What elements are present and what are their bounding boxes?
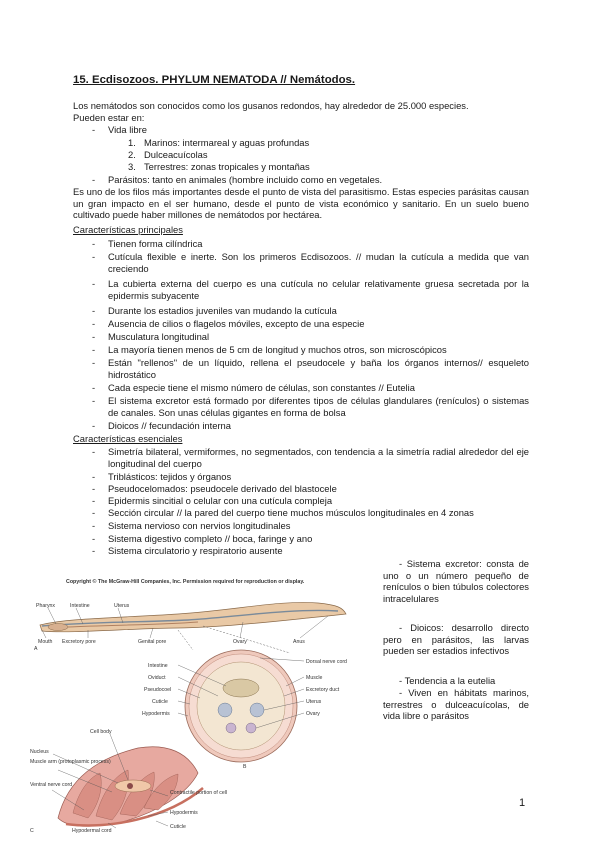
esencial-item: Epidermis sincitial o celular con una cutícula compleja [108, 495, 333, 506]
label-cell-body: Cell body [90, 729, 112, 735]
label-anus: Anus [293, 639, 305, 645]
bullet-dash: - [92, 251, 96, 262]
esencial-item: Sección circular // la pared del cuerpo tiene muchos músculos longitudinales en 4 zonas [108, 507, 474, 518]
side-item-eutelia [399, 675, 495, 687]
label-ovary: Ovary [233, 639, 247, 645]
side-item-excretor [383, 558, 529, 604]
label-excretory-pore: Excretory pore [62, 639, 96, 645]
intro-line-2: Pueden estar en: [73, 112, 145, 123]
label-hypodermis-c: Hypodermis [170, 810, 198, 816]
principal-item: Están "rellenos" de un líquido, rellena el pseudocele y baña los órganos internos// esqueleto hidrostático [108, 357, 529, 380]
label-ovary-b: Ovary [306, 711, 320, 717]
label-cuticle-b: Cuticle [152, 699, 168, 705]
figure-part-c [30, 729, 227, 834]
bullet-dash: - [92, 318, 96, 329]
principal-item: La mayoría tienen menos de 5 cm de longitud y muchos otros, son microscópicos [108, 344, 447, 355]
label-intestine: Intestine [70, 603, 90, 609]
esencial-item: Pseudocelomados: pseudocele derivado del blastocele [108, 483, 337, 494]
esencial-item: Simetría bilateral, vermiformes, no segmentados, con tendencia a la simetría radial alrededor del eje longitudinal del cuerpo [108, 446, 529, 469]
label-nucleus: Nucleus [30, 749, 49, 755]
bullet-dash: - [399, 675, 405, 686]
zoom-connector [203, 626, 290, 653]
side-item-habitats [383, 687, 529, 722]
label-ventral-nerve-cord: Ventral nerve cord [30, 782, 73, 788]
label-dorsal-nerve-cord: Dorsal nerve cord [306, 659, 347, 665]
bullet-dash: - [92, 545, 96, 556]
label-muscle-arm: Muscle arm (protoplasmic process) [30, 759, 111, 765]
esencial-item: Sistema digestivo completo // boca, faringe y ano [108, 533, 313, 544]
intro-line-1: Los nemátodos son conocidos como los gusanos redondos, hay alrededor de 25.000 especies. [73, 100, 469, 111]
principal-item: Dioicos // fecundación interna [108, 420, 231, 431]
ovary-section [246, 723, 256, 733]
ovary-section [226, 723, 236, 733]
uterus-section [250, 703, 264, 717]
letter-c: C [30, 828, 34, 834]
principal-item: Durante los estadios juveniles van mudando la cutícula [108, 305, 337, 316]
side-item-text: Tendencia a la eutelia [404, 675, 496, 686]
bullet-dash: - [92, 382, 96, 393]
letter-a: A [34, 646, 38, 652]
uterus-section [218, 703, 232, 717]
principal-item: Ausencia de cilios o flagelos móviles, excepto de una especie [108, 318, 365, 329]
bullet-dash: - [92, 483, 96, 494]
bullet-dash: - [92, 471, 96, 482]
nematode-anatomy-figure [28, 578, 368, 836]
label-oviduct: Oviduct [148, 675, 166, 681]
habitat-freshwater: Dulceacuícolas [144, 149, 208, 160]
side-item-text: Sistema excretor: consta de uno o un número pequeño de renículos o bien túbulos colectores intracelulares [383, 558, 529, 604]
bullet-dash: - [92, 395, 96, 406]
label-pseudocoel: Pseudocoel [144, 687, 172, 693]
side-item-dioicos [383, 622, 529, 657]
label-uterus-b: Uterus [306, 699, 322, 705]
page-title: 15. Ecdisozoos. PHYLUM NEMATODA // Nemátodos. [73, 74, 356, 86]
bullet-dash: - [92, 305, 96, 316]
label-hypodermis-b: Hypodermis [142, 711, 170, 717]
bullet-dash: - [92, 520, 96, 531]
esenciales-heading: Características esenciales [73, 433, 183, 444]
figure-part-a [34, 602, 346, 652]
bullet-dash: - [92, 533, 96, 544]
esencial-item: Sistema circulatorio y respiratorio ausente [108, 545, 283, 556]
pseudocoel [197, 662, 285, 750]
intestine-section [223, 679, 259, 697]
esencial-item: Sistema nervioso con nervios longitudinales [108, 520, 291, 531]
bullet-dash: - [92, 507, 96, 518]
bullet-dash: - [92, 495, 96, 506]
side-item-text: Viven en hábitats marinos, terrestres o dulceacuícolas, de vida libre o parásitos [383, 687, 529, 722]
page-number: 1 [519, 797, 526, 809]
label-genital-pore: Genital pore [138, 639, 167, 645]
label-excretory-duct: Excretory duct [306, 687, 340, 693]
label-uterus: Uterus [114, 603, 130, 609]
principal-item: Tienen forma cilíndrica [108, 238, 203, 249]
esencial-item: Triblásticos: tejidos y órganos [108, 471, 232, 482]
label-contractile-portion: Contractile portion of cell [170, 790, 228, 796]
principal-heading: Características principales [73, 224, 183, 235]
principal-item: El sistema excretor está formado por diferentes tipos de células glandulares (renículos) o sistemas de canales. Son unas células gigantes en forma de bolsa [108, 395, 529, 418]
nucleus-dot [127, 783, 133, 789]
list-number: 2. [128, 149, 136, 160]
bullet-dash: - [92, 357, 96, 368]
label-muscle: Muscle [306, 675, 323, 681]
principal-item: Musculatura longitudinal [108, 331, 210, 342]
side-item-text: Dioicos: desarrollo directo pero en parásitos, las larvas pueden ser estadios infectivos [383, 622, 529, 657]
label-mouth: Mouth [38, 639, 53, 645]
bullet-dash: - [399, 558, 407, 569]
label-pharynx: Pharynx [36, 603, 56, 609]
bullet-dash: - [92, 278, 96, 289]
habitat-marine: Marinos: intermareal y aguas profundas [144, 137, 310, 148]
bullet-dash: - [92, 124, 96, 135]
parasitism-paragraph: Es uno de los filos más importantes desde el punto de vista del parasitismo. Estas especies parásitas causan un gran impacto en el ser humano, desde el punto de vista económico y sanitario. En un suelo bueno cultivado puede haber millones de nemátodos por hectárea. [73, 186, 529, 221]
list-number: 1. [128, 137, 136, 148]
label-cuticle-c: Cuticle [170, 824, 186, 830]
label-hypodermal-cord: Hypodermal cord [72, 828, 112, 834]
bullet-dash: - [399, 622, 411, 633]
habitat-terrestrial: Terrestres: zonas tropicales y montañas [144, 161, 310, 172]
principal-item: La cubierta externa del cuerpo es una cutícula no celular relativamente gruesa secretada por la epidermis subyacente [108, 278, 529, 301]
bullet-dash: - [92, 174, 96, 185]
bullet-dash: - [92, 238, 96, 249]
figure-copyright: Copyright © The McGraw-Hill Companies, Inc. Permission required for reproduction or display. [66, 579, 305, 585]
principal-item: Cutícula flexible e inerte. Son los primeros Ecdisozoos. // mudan la cutícula a medida que van creciendo [108, 251, 529, 274]
bullet-dash: - [399, 687, 409, 698]
bullet-dash: - [92, 446, 96, 457]
pharynx-bulb [48, 624, 68, 631]
habitat-free-living: Vida libre [108, 124, 147, 135]
zoom-connector [178, 630, 193, 650]
bullet-dash: - [92, 331, 96, 342]
principal-item: Cada especie tiene el mismo número de células, son constantes // Eutelia [108, 382, 415, 393]
bullet-dash: - [92, 344, 96, 355]
list-number: 3. [128, 161, 136, 172]
label-intestine-b: Intestine [148, 663, 168, 669]
habitat-parasites: Parásitos: tanto en animales (hombre incluido como en vegetales. [108, 174, 383, 185]
bullet-dash: - [92, 420, 96, 431]
letter-b: B [243, 764, 247, 770]
